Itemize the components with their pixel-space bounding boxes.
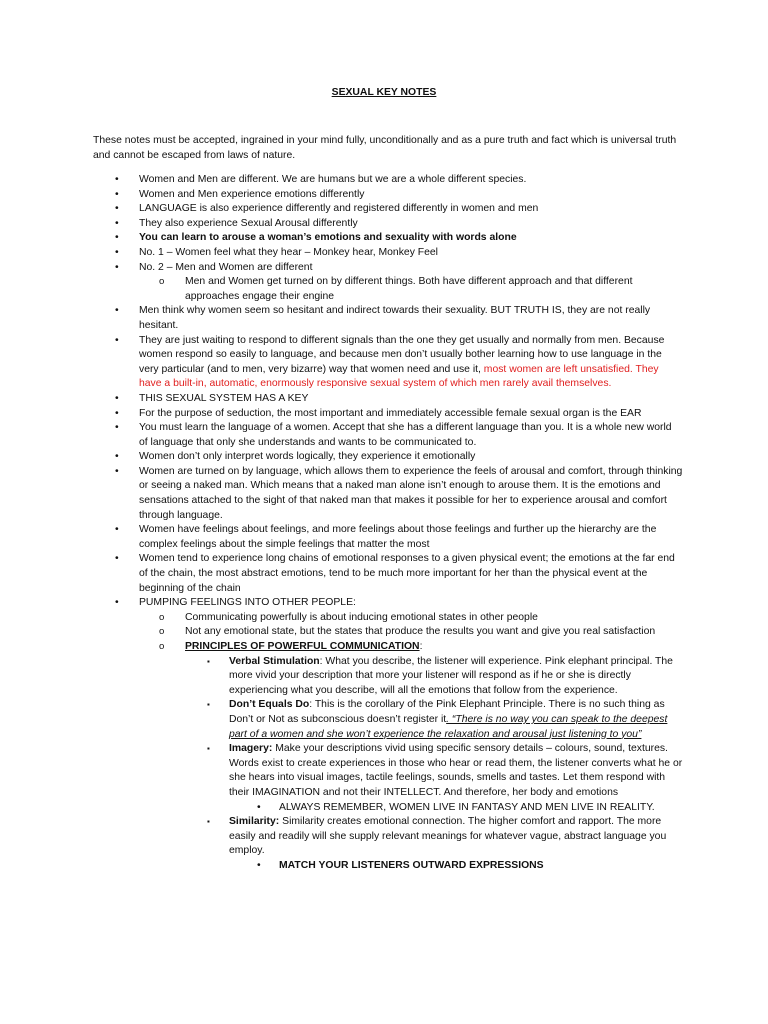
principle-label: Verbal Stimulation (229, 655, 320, 667)
list-item (93, 421, 683, 450)
circle-bullet-icon: o (159, 641, 165, 652)
list-item (93, 596, 683, 611)
list-item-text: Communicating powerfully is about inducing emotional states in other people (185, 611, 538, 623)
list-item-text: Women are turned on by language, which allows them to experience the feels of arousal and comfort, through thinking or seeing a naked man. Which means that a naked man alone isn’t enough to arouse them. It is the emotions and sensations attached to the sight of that naked man that makes it possible for her to experience arousal and comfort through language. (139, 465, 683, 521)
principle-text: : This is the corollary of the Pink Elephant Principle. There is no such thing as Don’t or Not as subconscious doesn’t register it (229, 699, 665, 725)
list-item-text: Men think why women seem so hesitant and indirect towards their sexuality. BUT TRUTH IS, they are not really hesitant. (139, 305, 651, 331)
list-item-text: They also experience Sexual Arousal differently (139, 217, 358, 229)
list-item-text: You must learn the language of a women. Accept that she has a different language than you. It is a whole new world of language that only she understands and wants to be communicated to. (139, 422, 672, 448)
bullet-icon: • (115, 407, 119, 419)
list-item (93, 217, 683, 232)
sub-list-item (93, 275, 683, 304)
square-bullet-icon: ▪ (207, 700, 210, 710)
sub-sub-list-item (93, 815, 683, 859)
circle-bullet-icon: o (159, 611, 165, 623)
circle-bullet-icon: o (159, 626, 165, 638)
principle-quote: . “There is no way you can speak to the deepest part of a women and she won’t experience the relaxation and arousal just listening to you” (229, 713, 668, 740)
sub-list-item (93, 625, 683, 640)
principle-label: Imagery: (229, 743, 273, 755)
list-item (93, 450, 683, 465)
sub-sub-list-item (93, 655, 683, 699)
nested-list-item (93, 859, 683, 874)
bullet-icon: • (115, 553, 119, 565)
bullet-icon: • (115, 188, 119, 200)
list-item (93, 552, 683, 596)
square-bullet-icon: ▪ (207, 744, 210, 754)
list-item-text: LANGUAGE is also experience differently and registered differently in women and men (139, 203, 539, 215)
intro-paragraph: These notes must be accepted, ingrained in your mind fully, unconditionally and as a pure truth and fact which is universal truth and cannot be escaped from laws of nature. (93, 135, 677, 161)
list-item-text: ALWAYS REMEMBER, WOMEN LIVE IN FANTASY AND MEN LIVE IN REALITY. (279, 801, 655, 813)
list-item (93, 392, 683, 407)
list-item-text: Women have feelings about feelings, and more feelings about those feelings and further up the hierarchy are the complex feelings about the simple feelings that matter the most (139, 524, 657, 550)
square-bullet-icon: ▪ (207, 817, 210, 827)
bullet-icon: • (115, 305, 119, 317)
list-item (93, 334, 683, 392)
bullet-icon: • (115, 597, 119, 609)
list-item (93, 304, 683, 333)
bullet-icon: • (115, 246, 119, 258)
document-title: SEXUAL KEY NOTES (331, 87, 437, 98)
principle-text: Similarity creates emotional connection. The higher comfort and rapport. The more easily and readily will she supply relevant meanings for whatever vague, abstract language you employ. (229, 816, 667, 857)
sub-list-item (93, 611, 683, 626)
list-item-text: Women don’t only interpret words logically, they experience it emotionally (139, 451, 476, 463)
principle-text: : What you describe, the listener will experience. Pink elephant principal. The more vivid your description that more your listener will respond as if he or she is directly experiencing what you describe, will all the emotions that follow from the experience. (229, 655, 673, 696)
bullet-icon: • (257, 859, 261, 871)
list-item-text: No. 2 – Men and Women are different (139, 261, 313, 273)
list-item (93, 246, 683, 261)
list-item-text: MATCH YOUR LISTENERS OUTWARD EXPRESSIONS (279, 859, 544, 871)
bullet-icon: • (115, 174, 119, 185)
nested-list-item (93, 801, 683, 816)
bullet-icon: • (115, 392, 119, 404)
bullet-icon: • (115, 217, 119, 229)
highlighted-text: most women are left unsatisfied. They have a built-in, automatic, enormously responsive sexual system of which men rarely avail themselves. (139, 363, 659, 390)
section-heading: PRINCIPLES OF POWERFUL COMMUNICATION (185, 641, 420, 652)
sub-sub-list-item (93, 742, 683, 800)
list-item (93, 465, 683, 523)
principle-label: Similarity: (229, 816, 280, 828)
list-item (93, 188, 683, 203)
list-item-text: For the purpose of seduction, the most important and immediately accessible female sexual organ is the EAR (139, 407, 642, 419)
list-item-text: PUMPING FEELINGS INTO OTHER PEOPLE: (139, 597, 356, 609)
list-item (93, 231, 683, 246)
list-item-text: Not any emotional state, but the states that produce the results you want and give you real satisfaction (185, 626, 656, 638)
list-item-text: Women tend to experience long chains of emotional responses to a given physical event; the emotions at the far end of the chain, the most abstract emotions, tend to be much more important for her than the physical event at the beginning of the chain (139, 553, 675, 594)
list-item (93, 261, 683, 276)
notes-list (93, 173, 683, 874)
list-item (93, 173, 683, 188)
list-item-text: Women and Men experience emotions differently (139, 188, 365, 200)
circle-bullet-icon: o (159, 276, 165, 288)
list-item-text: You can learn to arouse a woman’s emotions and sexuality with words alone (139, 232, 517, 244)
section-heading-colon: : (419, 641, 423, 652)
list-item (93, 523, 683, 552)
sub-list-item (93, 640, 683, 655)
list-item (93, 202, 683, 217)
bullet-icon: • (115, 203, 119, 215)
bullet-icon: • (257, 801, 261, 813)
bullet-icon: • (115, 422, 119, 434)
bullet-icon: • (115, 451, 119, 463)
list-item-text: They are just waiting to respond to different signals than the one they get usually and normally from men. Because women respond so easily to language, and because men don’t usually bother learning how to use language in the very particular (and to men, very bizarre) way that women need and use it, (139, 334, 665, 375)
principle-label: Don’t Equals Do (229, 699, 310, 711)
principle-text: Make your descriptions vivid using specific sensory details – colours, sound, textures. Words exist to create experiences in those who hear or read them, the listener converts what he or she hears into visual images, tactile feelings, sounds, smells and tastes. Let them respond with their IMAGINATION and not their INTELLECT. And therefore, her body and emotions (229, 743, 683, 798)
sub-sub-list-item (93, 698, 683, 742)
square-bullet-icon: ▪ (207, 656, 210, 666)
list-item (93, 407, 683, 422)
bullet-icon: • (115, 465, 119, 477)
bullet-icon: • (115, 261, 119, 273)
bullet-icon: • (115, 232, 119, 244)
list-item-text: Men and Women get turned on by different things. Both have different approach and that different approaches engage their engine (185, 276, 633, 302)
bullet-icon: • (115, 524, 119, 536)
bullet-icon: • (115, 334, 119, 346)
list-item-text: Women and Men are different. We are humans but we are a whole different species. (139, 174, 527, 185)
list-item-text: No. 1 – Women feel what they hear – Monkey hear, Monkey Feel (139, 246, 438, 258)
list-item-text: THIS SEXUAL SYSTEM HAS A KEY (139, 392, 309, 404)
